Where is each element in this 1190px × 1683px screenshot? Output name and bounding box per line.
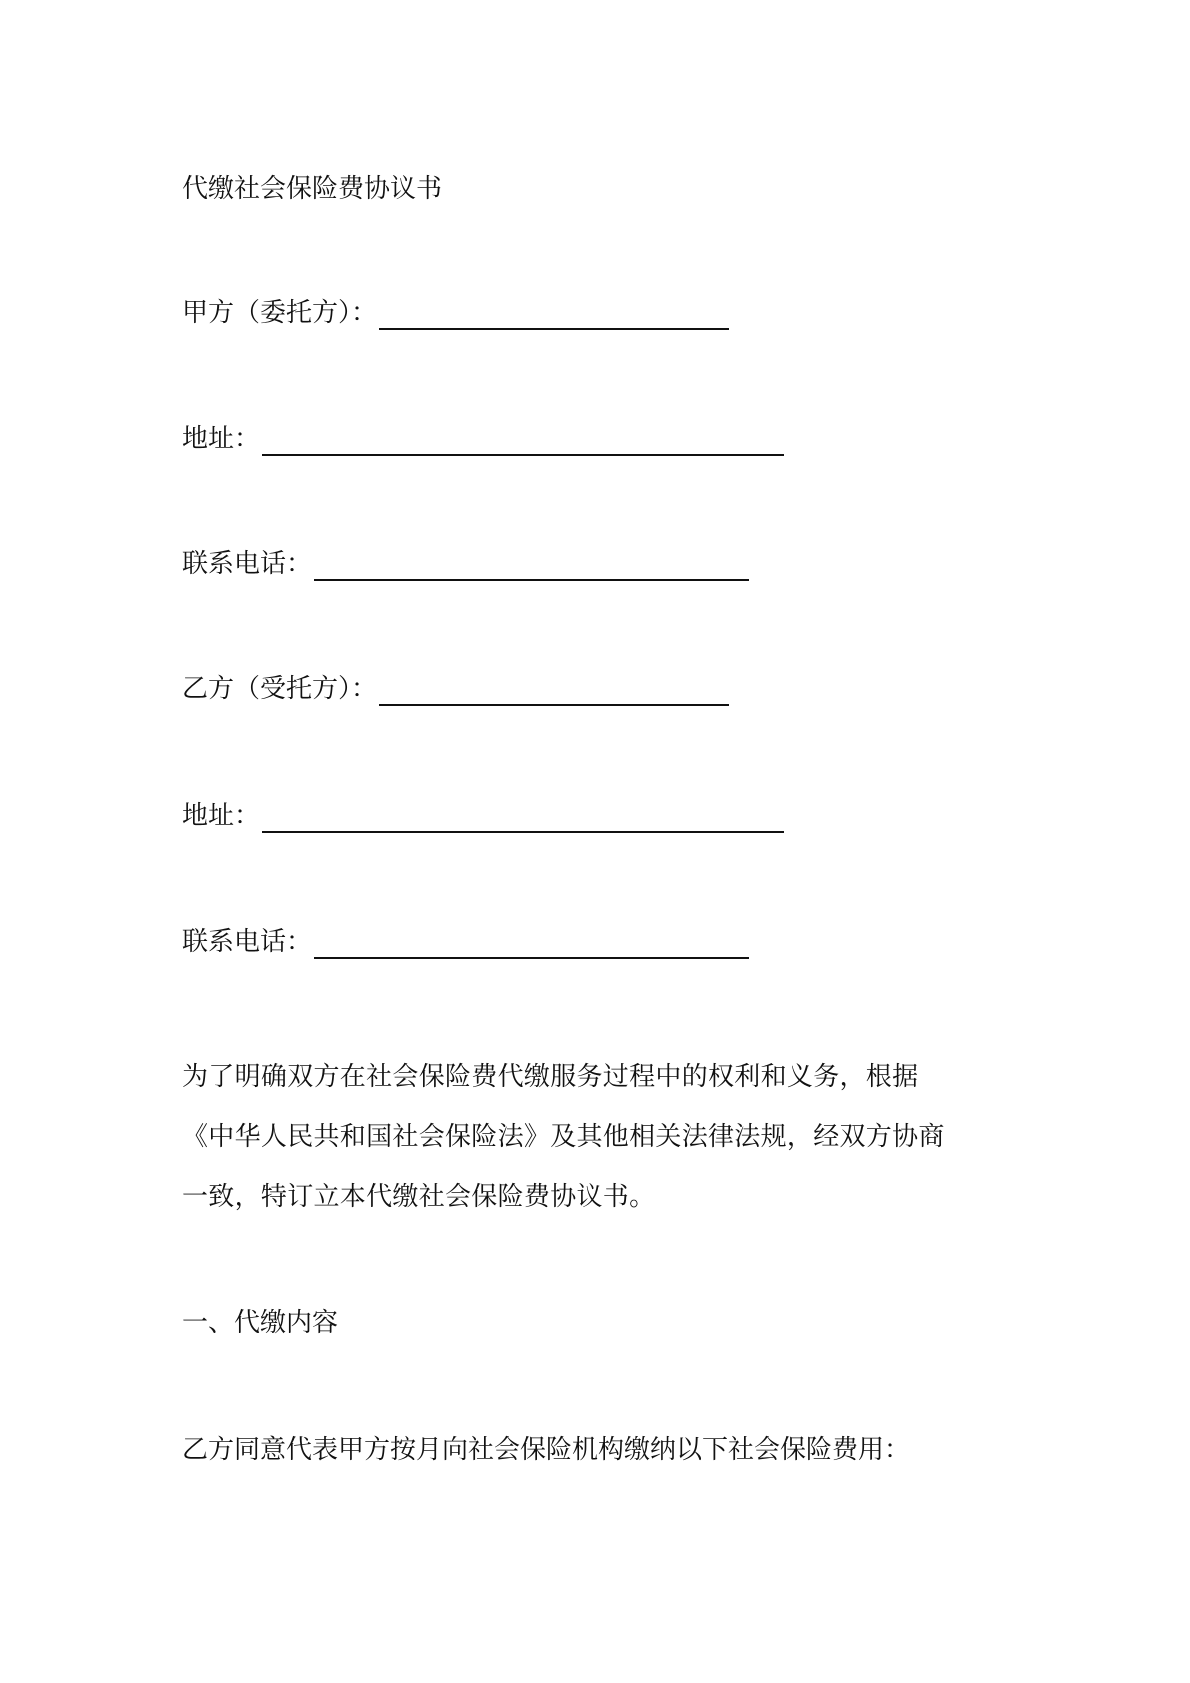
party-b-address-field bbox=[182, 799, 784, 833]
party-b-field bbox=[182, 672, 729, 706]
party-a-address-label: 地址： bbox=[182, 424, 261, 454]
section-1-heading: 一、代缴内容 bbox=[182, 1308, 339, 1338]
party-a-blank[interactable] bbox=[379, 300, 729, 330]
party-a-phone-blank[interactable] bbox=[314, 551, 749, 581]
preamble-paragraph bbox=[182, 1047, 1022, 1227]
party-a-address-field bbox=[182, 422, 784, 456]
preamble-line-2: 《中华人民共和国社会保险法》及其他相关法律法规，经双方协商 bbox=[182, 1122, 945, 1152]
party-a-label: 甲方（委托方）： bbox=[182, 298, 378, 328]
party-b-phone-blank[interactable] bbox=[314, 929, 749, 959]
party-b-phone-label: 联系电话： bbox=[182, 927, 313, 957]
preamble-line-1: 为了明确双方在社会保险费代缴服务过程中的权利和义务，根据 bbox=[182, 1062, 919, 1092]
section-1-text: 乙方同意代表甲方按月向社会保险机构缴纳以下社会保险费用： bbox=[182, 1435, 911, 1465]
party-b-address-blank[interactable] bbox=[262, 803, 784, 833]
party-b-phone-field bbox=[182, 925, 749, 959]
party-b-label: 乙方（受托方）： bbox=[182, 674, 378, 704]
party-a-address-blank[interactable] bbox=[262, 426, 784, 456]
document-title: 代缴社会保险费协议书 bbox=[182, 174, 443, 204]
party-b-blank[interactable] bbox=[379, 676, 729, 706]
party-a-field bbox=[182, 296, 729, 330]
party-b-address-label: 地址： bbox=[182, 801, 261, 831]
preamble-line-3: 一致，特订立本代缴社会保险费协议书。 bbox=[182, 1182, 656, 1212]
party-a-phone-label: 联系电话： bbox=[182, 549, 313, 579]
party-a-phone-field bbox=[182, 547, 749, 581]
